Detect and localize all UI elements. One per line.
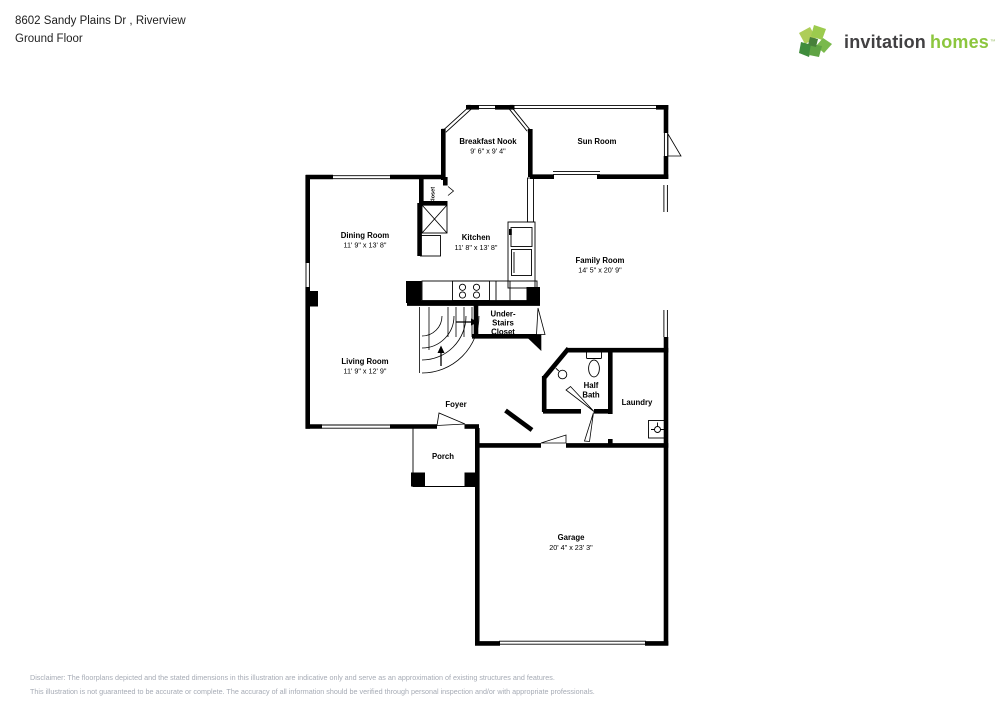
- logo-text-homes: homes: [930, 31, 990, 52]
- floor-plan-svg: [280, 85, 760, 665]
- fireplace: [306, 291, 319, 307]
- room-label-laundry: Laundry: [621, 398, 653, 407]
- header: [15, 12, 186, 48]
- logo-text-invitation: invitation: [844, 31, 926, 52]
- room-label-dining-room: Dining Room: [340, 231, 390, 240]
- room-label-breakfast-nook: Breakfast Nook: [459, 137, 517, 146]
- refrigerator-counter: [508, 178, 535, 288]
- disclaimer: [30, 671, 595, 698]
- wall-blocks: [306, 105, 542, 487]
- room-dims-breakfast-nook: 9' 6" x 9' 4": [470, 146, 506, 156]
- room-label-family-room: Family Room: [575, 256, 625, 265]
- window-cap: [510, 105, 514, 109]
- understairs-door-swing: [537, 308, 546, 335]
- floor-label: Ground Floor: [15, 33, 83, 45]
- room-label-living-room: Living Room: [341, 357, 389, 366]
- room-label-under-stairs-2: Stairs: [492, 318, 514, 328]
- kitchen-counter-and-stove: [422, 281, 537, 301]
- closet-door-mark: [448, 187, 454, 196]
- invitation-homes-logo: [797, 20, 996, 64]
- pinwheel-squares-icon: [797, 20, 835, 64]
- porch-post-right: [465, 473, 478, 487]
- front-door-swing: [437, 413, 465, 426]
- room-dims-family-room: 14' 5" x 20' 9": [578, 265, 622, 275]
- room-label-garage: Garage: [557, 533, 585, 542]
- disclaimer-line-1: Disclaimer: The floorplans depicted and the stated dimensions in this illustration are indicative only and serve as an approximation of existing structures and features.: [30, 673, 555, 682]
- room-label-foyer: Foyer: [445, 400, 467, 409]
- pantry: [421, 205, 448, 256]
- room-dims-dining-room: 11' 9" x 13' 8": [343, 240, 387, 250]
- counter-end-wall-right: [527, 287, 541, 306]
- window-cap: [528, 129, 532, 133]
- window-cap: [442, 129, 446, 133]
- disclaimer-line-2: This illustration is not guaranteed to be accurate or complete. The accuracy of all information should be verified through personal inspection and/or with appropriate professionals.: [30, 686, 595, 696]
- counter-end-wall-left: [406, 281, 422, 303]
- room-dims-living-room: 11' 9" x 12' 9": [343, 366, 387, 376]
- room-dims-kitchen: 11' 8" x 13' 8": [454, 243, 498, 252]
- room-label-under-stairs-1: Under-: [490, 309, 516, 319]
- toilet-fixture: [587, 352, 602, 377]
- room-labels: [341, 137, 653, 552]
- sunroom-door-swing: [668, 134, 681, 156]
- floor-plan: [280, 85, 760, 665]
- garage-door-swing: [541, 435, 566, 443]
- room-label-sun-room: Sun Room: [577, 137, 617, 146]
- room-label-kitchen: Kitchen: [461, 233, 491, 242]
- room-label-porch: Porch: [431, 452, 455, 461]
- hall-door-swing: [585, 413, 594, 442]
- curved-stairs: [420, 307, 480, 373]
- window-cap: [467, 105, 471, 109]
- room-label-under-stairs-3: Closet: [491, 327, 515, 337]
- sink-fixture: [556, 368, 567, 379]
- room-label-half-bath-2: Bath: [582, 390, 600, 400]
- room-label-closet: Closet: [430, 186, 437, 204]
- room-dims-garage: 20' 4" x 23' 3": [549, 543, 593, 552]
- address-line: 8602 Sandy Plains Dr , Riverview: [15, 15, 186, 27]
- room-label-half-bath-1: Half: [583, 381, 599, 390]
- trademark-mark: ™: [990, 39, 996, 45]
